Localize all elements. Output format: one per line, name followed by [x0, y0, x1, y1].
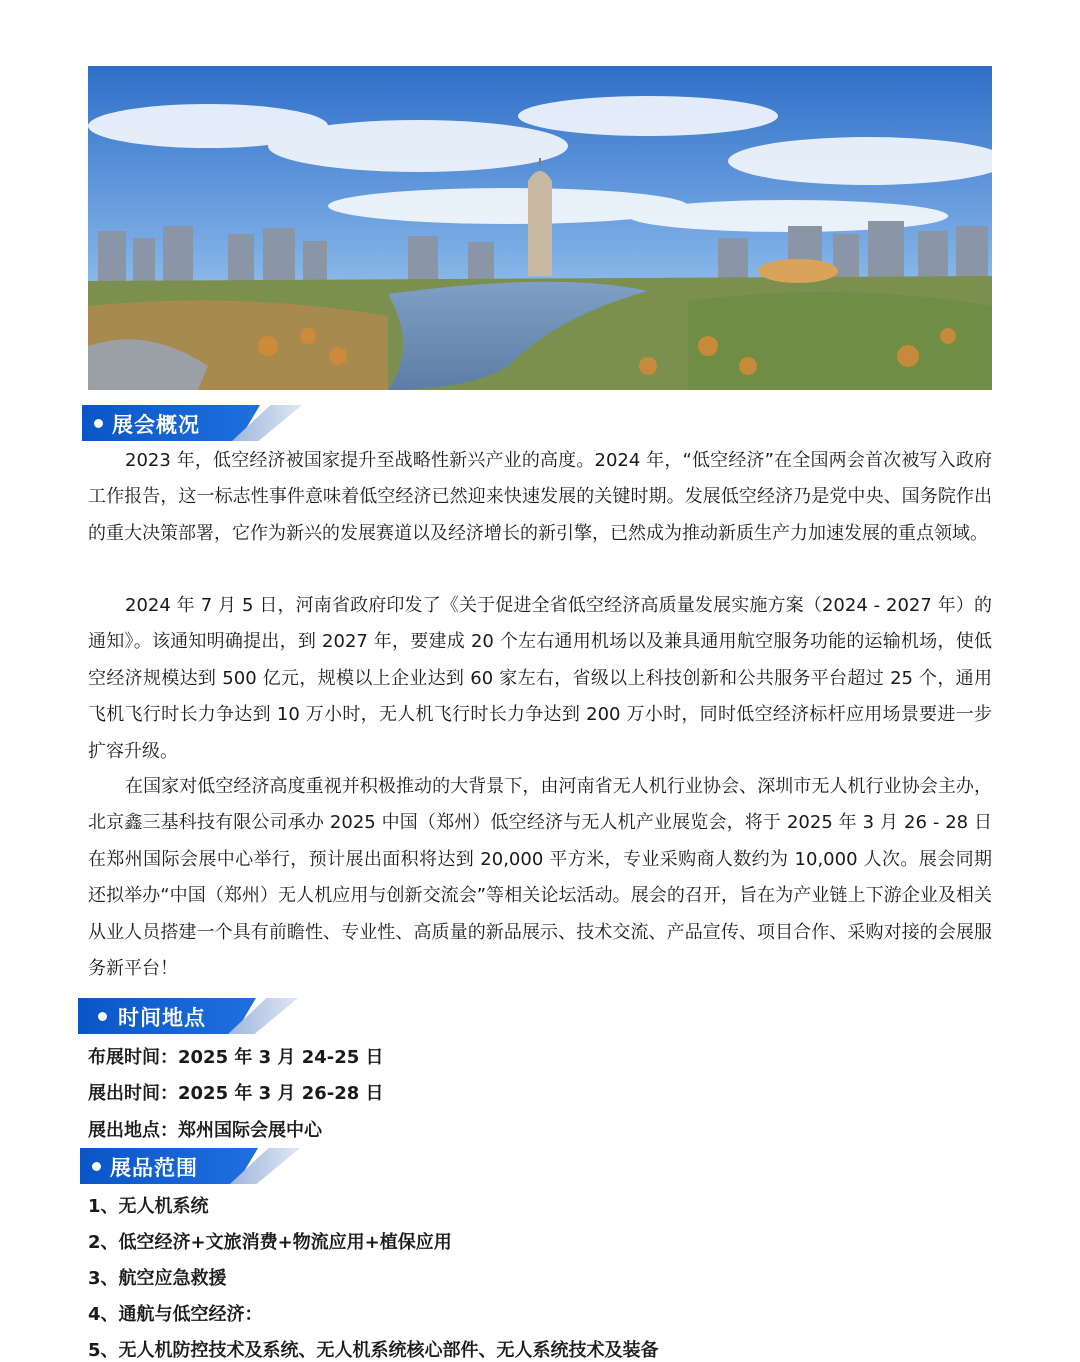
overview-paragraph-3: 在国家对低空经济高度重视并积极推动的大背景下，由河南省无人机行业协会、深圳市无人机行业协会主办，北京鑫三基科技有限公司承办 2025 中国（郑州）低空经济与无人机产业展览会，将于 2025 年 3 月 26 - 28 日在郑州国际会展中心举行，预计展出面积将达到 20,000 平方米，专业采购商人数约为 10,000 人次。展会同期还拟举办“中国（郑州）无人机应用与创新交流会”等相关论坛活动。展会的召开，旨在为产业链上下游企业及相关从业人员搭建一个具有前瞻性、专业性、高质量的新品展示、技术交流、产品宣传、项目合作、采购对接的会展服务新平台！ — [88, 776, 992, 980]
city-skyline-illustration — [88, 66, 992, 390]
exhibit-time: 展出时间：2025 年 3 月 26-28 日 — [88, 1083, 384, 1104]
bullet-icon — [98, 1012, 107, 1021]
section-header-scope — [80, 1148, 310, 1184]
section-title: 展会概况 — [112, 413, 200, 437]
bullet-icon — [94, 419, 103, 428]
hero-city-photo — [88, 66, 992, 390]
setup-time: 布展时间：2025 年 3 月 24-25 日 — [88, 1047, 384, 1068]
scope-item: 3、航空应急救援 — [88, 1268, 227, 1289]
bullet-icon — [92, 1162, 101, 1171]
scope-item: 1、无人机系统 — [88, 1196, 209, 1217]
scope-item: 4、通航与低空经济： — [88, 1304, 263, 1325]
scope-item: 5、无人机防控技术及系统、无人机系统核心部件、无人系统技术及装备 — [88, 1340, 659, 1361]
venue: 展出地点：郑州国际会展中心 — [88, 1120, 322, 1141]
section-header-overview — [82, 405, 312, 441]
section-header-time-place — [78, 998, 308, 1034]
section-title: 展品范围 — [110, 1156, 198, 1180]
scope-item: 2、低空经济+文旅消费+物流应用+植保应用 — [88, 1232, 452, 1253]
overview-paragraph-1: 2023 年，低空经济被国家提升至战略性新兴产业的高度。2024 年，“低空经济”在全国两会首次被写入政府工作报告，这一标志性事件意味着低空经济已然迎来快速发展的关键时期。发展低空经济乃是党中央、国务院作出的重大决策部署，它作为新兴的发展赛道以及经济增长的新引擎，已然成为推动新质生产力加速发展的重点领域。 — [88, 450, 992, 544]
overview-paragraph-2: 2024 年 7 月 5 日，河南省政府印发了《关于促进全省低空经济高质量发展实施方案（2024 - 2027 年）的通知》。该通知明确提出，到 2027 年，要建成 20 个左右通用机场以及兼具通用航空服务功能的运输机场，使低空经济规模达到 500 亿元，规模以上企业达到 60 家左右，省级以上科技创新和公共服务平台超过 25 个，通用飞机飞行时长力争达到 10 万小时，无人机飞行时长力争达到 200 万小时，同时低空经济标杆应用场景要进一步扩容升级。 — [88, 595, 992, 762]
section-title: 时间地点 — [118, 1006, 206, 1030]
